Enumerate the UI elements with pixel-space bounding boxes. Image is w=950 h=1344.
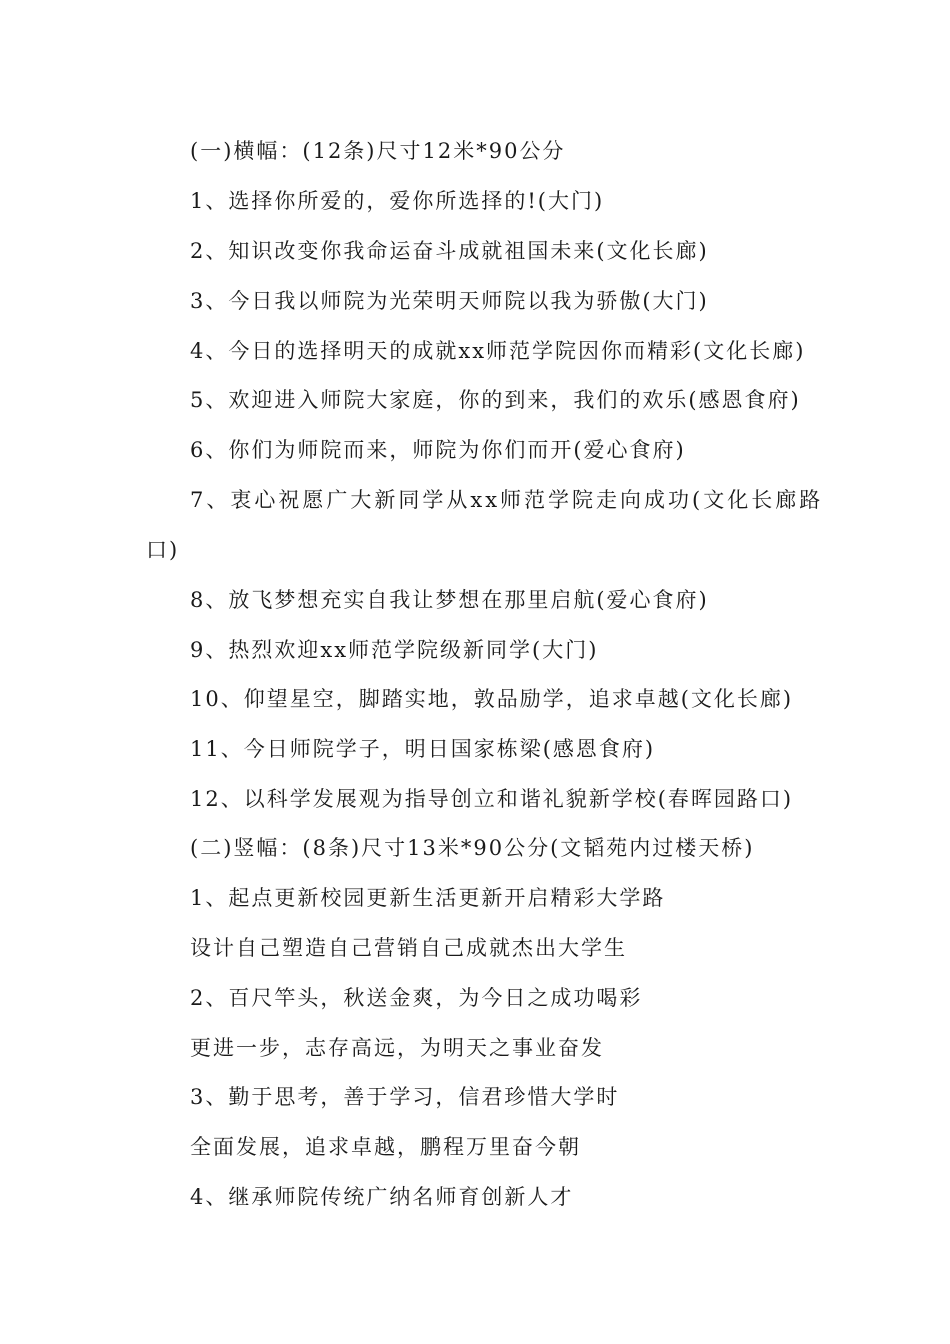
banner-item-9: 9、热烈欢迎xx师范学院级新同学(大门) — [190, 638, 599, 662]
banner-item-7: 7、衷心祝愿广大新同学从xx师范学院走向成功(文化长廊路 — [190, 488, 824, 512]
banner-item-2: 2、知识改变你我命运奋斗成就祖国未来(文化长廊) — [190, 239, 709, 263]
vertical-item-4: 4、继承师院传统广纳名师育创新人才 — [190, 1185, 574, 1209]
banner-item-6: 6、你们为师院而来，师院为你们而开(爱心食府) — [190, 438, 686, 462]
banner-item-4: 4、今日的选择明天的成就xx师范学院因你而精彩(文化长廊) — [190, 339, 806, 363]
banner-item-11: 11、今日师院学子，明日国家栋梁(感恩食府) — [190, 737, 656, 761]
vertical-item-2-second: 更进一步，志存高远，为明天之事业奋发 — [190, 1036, 604, 1060]
banner-item-3: 3、今日我以师院为光荣明天师院以我为骄傲(大门) — [190, 289, 709, 313]
banner-section-header: (一)横幅：(12条)尺寸12米*90公分 — [190, 139, 566, 163]
vertical-item-3-second: 全面发展，追求卓越，鹏程万里奋今朝 — [190, 1135, 581, 1159]
banner-item-5: 5、欢迎进入师院大家庭，你的到来，我们的欢乐(感恩食府) — [190, 388, 801, 412]
banner-item-8: 8、放飞梦想充实自我让梦想在那里启航(爱心食府) — [190, 588, 709, 612]
vertical-item-1-second: 设计自己塑造自己营销自己成就杰出大学生 — [190, 936, 627, 960]
vertical-item-1: 1、起点更新校园更新生活更新开启精彩大学路 — [190, 886, 666, 910]
banner-item-10: 10、仰望星空，脚踏实地，敦品励学，追求卓越(文化长廊) — [190, 687, 794, 711]
vertical-section-header: (二)竖幅：(8条)尺寸13米*90公分(文韬苑内过楼天桥) — [190, 836, 755, 860]
banner-item-7-continued: 口) — [146, 538, 180, 562]
vertical-item-2: 2、百尺竿头，秋送金爽，为今日之成功喝彩 — [190, 986, 643, 1010]
banner-item-12: 12、以科学发展观为指导创立和谐礼貌新学校(春晖园路口) — [190, 787, 794, 811]
banner-item-1: 1、选择你所爱的，爱你所选择的!(大门) — [190, 189, 605, 213]
vertical-item-3: 3、勤于思考，善于学习，信君珍惜大学时 — [190, 1085, 620, 1109]
